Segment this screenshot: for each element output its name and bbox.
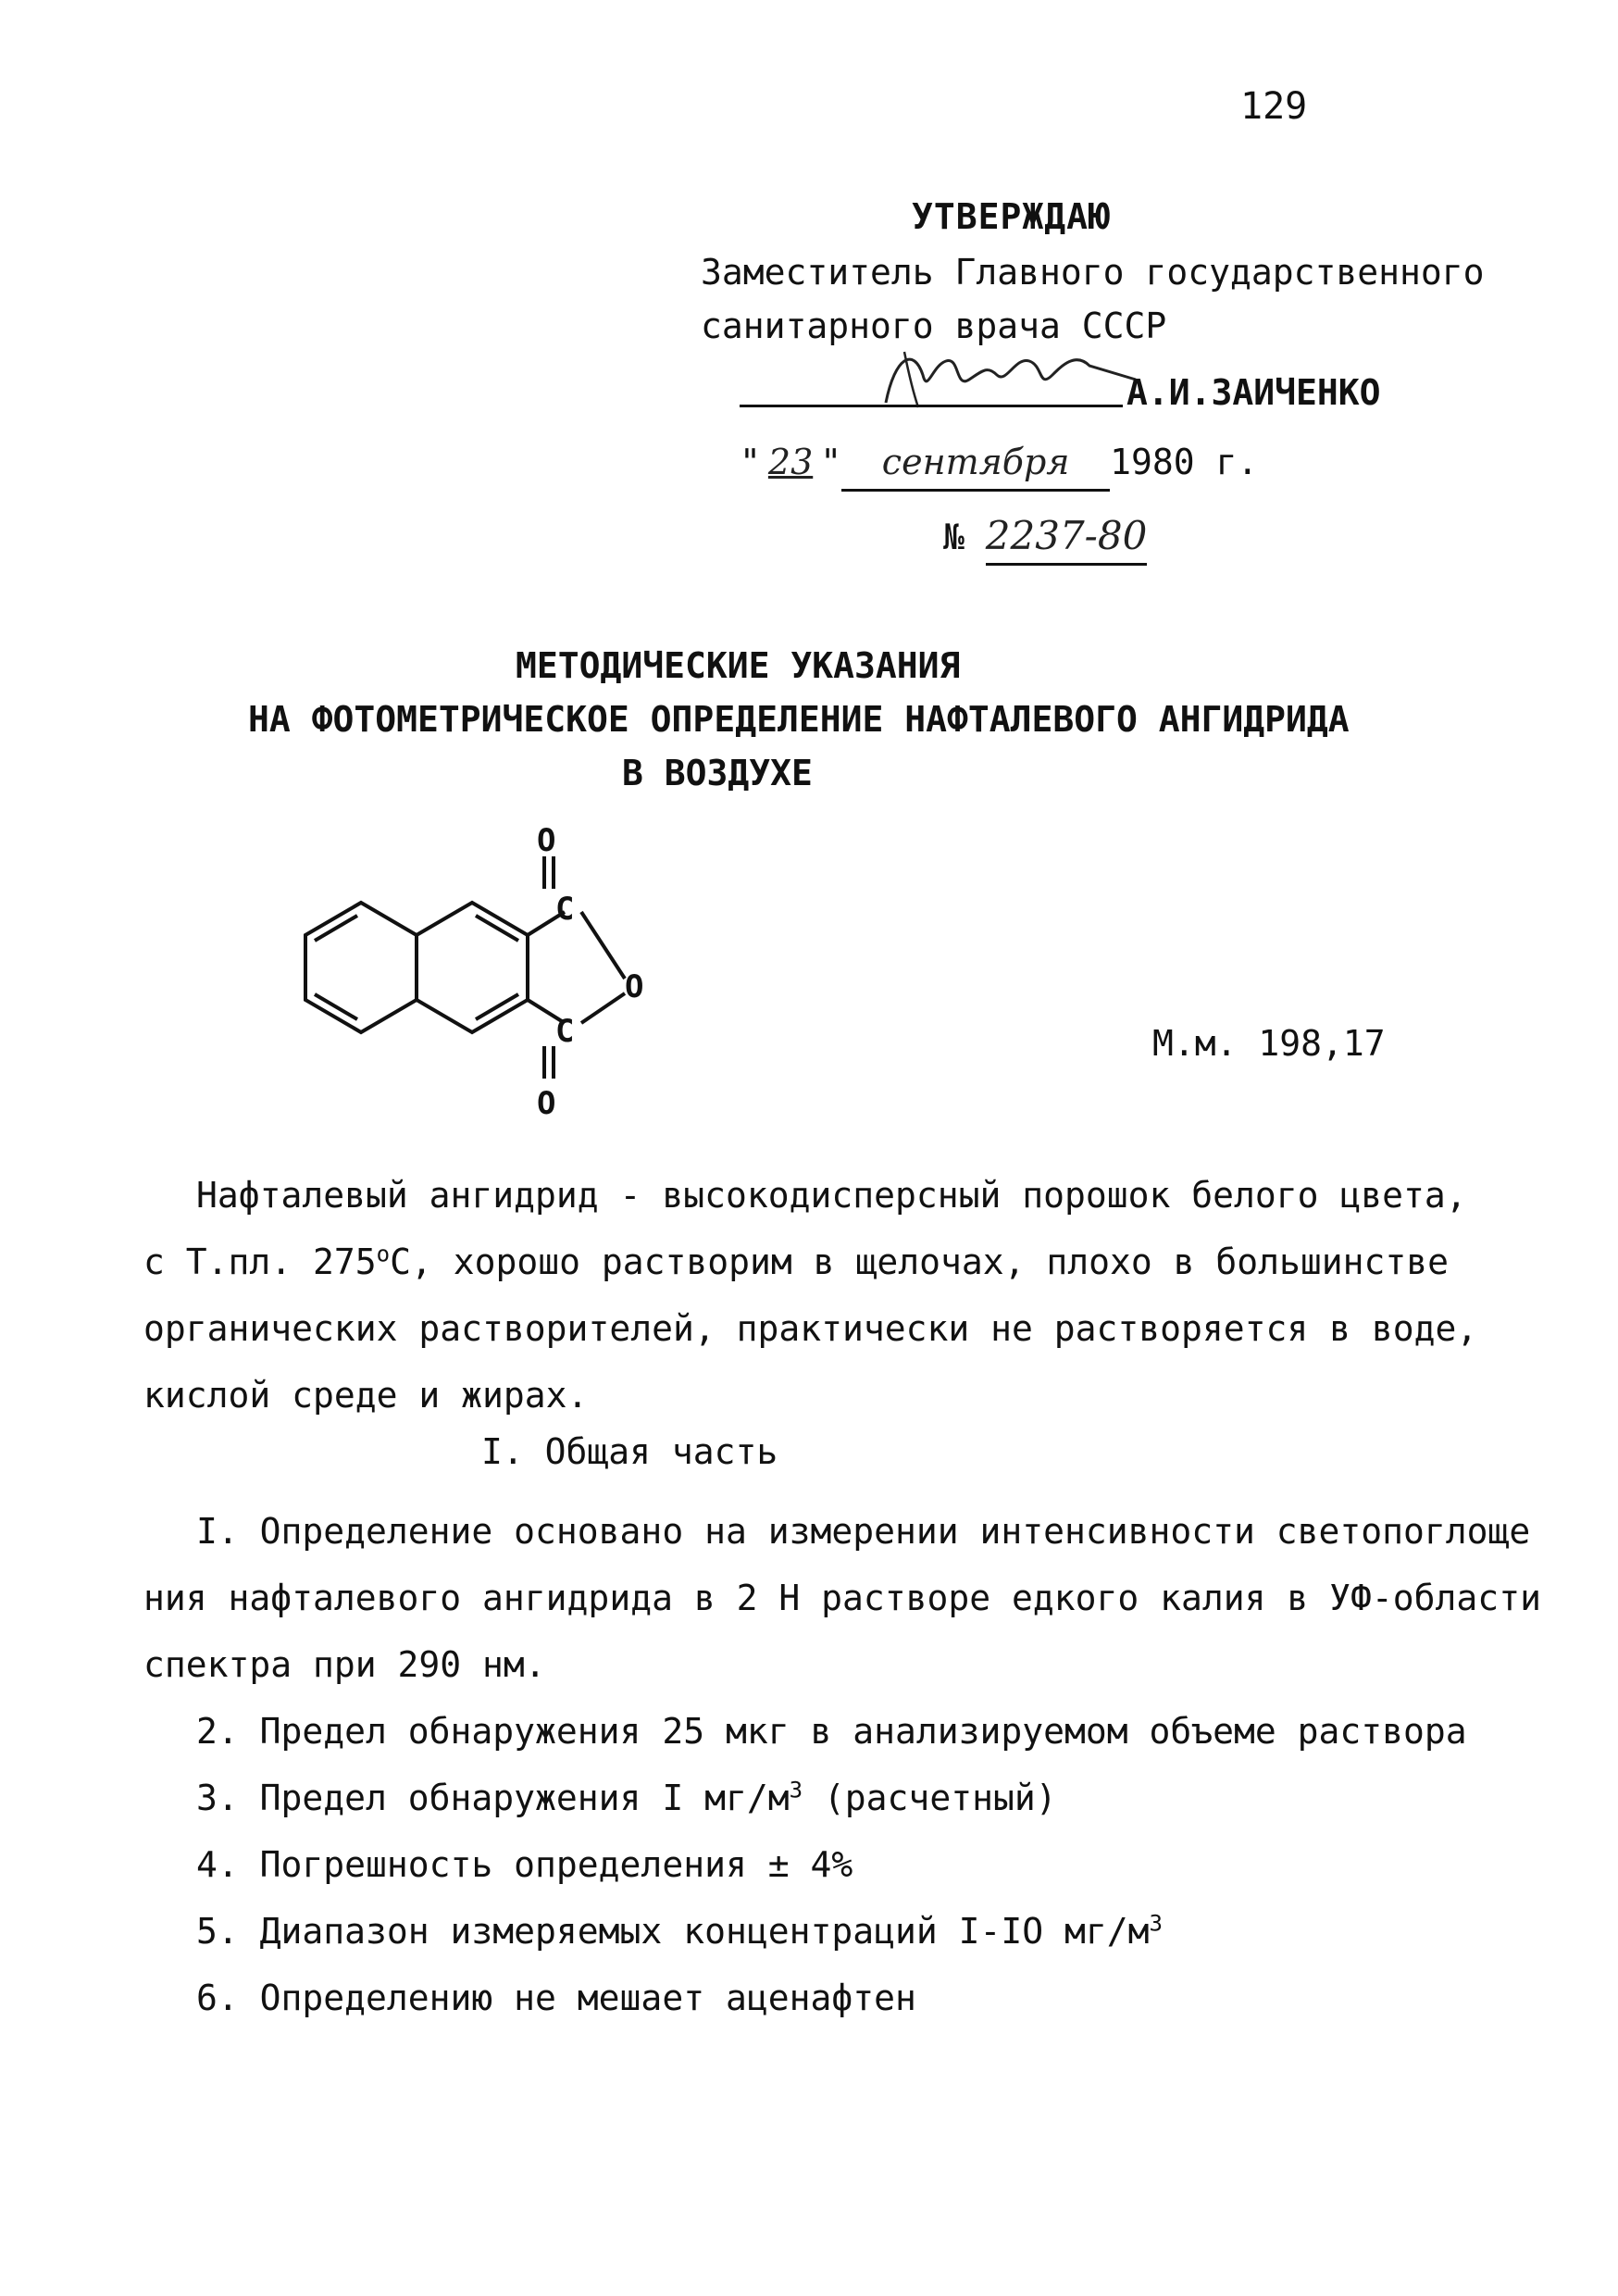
item4: 4. Погрешность определения ± 4% (196, 1844, 853, 1885)
approval-stamp-title: УТВЕРЖДАЮ (912, 196, 1111, 237)
chemical-structure-diagram (250, 819, 676, 1153)
description-line3: органических растворителей, практически не растворяется в воде, (143, 1308, 1478, 1349)
date-month: сентября (841, 435, 1110, 492)
title-line2: НА ФОТОМЕТРИЧЕСКОЕ ОПРЕДЕЛЕНИЕ НАФТАЛЕВОГО АНГИДРИДА (248, 699, 1350, 740)
date-quote-close: " (820, 442, 842, 482)
approval-position-line2: санитарного врача СССР (701, 306, 1167, 346)
description-line4: кислой среде и жирах. (143, 1375, 589, 1416)
atom-carbon-bottom: C (555, 1013, 575, 1050)
approval-position-line1: Заместитель Главного государственного (701, 252, 1485, 293)
number-label: № (943, 517, 965, 557)
description-line2 (143, 1229, 1504, 1295)
title-line3: В ВОЗДУХЕ (622, 753, 813, 793)
item3-suffix: (расчетный) (803, 1778, 1057, 1818)
atom-carbon-top: C (555, 891, 575, 928)
section-heading: I. Общая часть (481, 1431, 778, 1472)
degree-superscript: о (376, 1241, 391, 1267)
description-line2-start: с Т.пл. 275 (143, 1242, 377, 1282)
numbered-items (143, 1498, 1541, 2031)
signer-name: А.И.ЗАИЧЕНКО (1126, 372, 1381, 413)
number-value: 2237-80 (986, 509, 1148, 566)
item2: 2. Предел обнаружения 25 мкг в анализируемом объеме раствора (196, 1711, 1467, 1752)
atom-oxygen-bottom: O (537, 1085, 556, 1122)
date-quote-open: " (740, 442, 761, 482)
molecular-mass: М.м. 198,17 (1152, 1023, 1386, 1064)
item1-line1: I. Определение основано на измерении интенсивности светопоглоще (196, 1511, 1531, 1552)
item6: 6. Определению не мешает аценафтен (196, 1978, 916, 2018)
item3-text: 3. Предел обнаружения I мг/м (196, 1778, 790, 1818)
atom-oxygen-top: O (537, 822, 556, 859)
date-year: 1980 г. (1110, 442, 1259, 482)
page-number: 129 (1240, 85, 1308, 128)
item3-superscript: 3 (789, 1777, 803, 1803)
handwritten-signature-icon (867, 338, 1145, 412)
date-day: 23 (767, 442, 814, 482)
description-line1: Нафталевый ангидрид - высокодисперсный порошок белого цвета, (196, 1175, 1467, 1216)
item1-line3: спектра при 290 нм. (143, 1644, 546, 1685)
approval-number (943, 509, 1147, 566)
item5-superscript: 3 (1149, 1910, 1163, 1937)
approval-date (740, 435, 1258, 492)
signature-line (740, 405, 1123, 407)
item3 (143, 1765, 1504, 1831)
description-paragraph (143, 1162, 1504, 1429)
item1-line2: ния нафталевого ангидрида в 2 Н растворе едкого калия в УФ-области (143, 1578, 1541, 1618)
item5 (143, 1898, 1504, 1965)
description-line2-end: С, хорошо растворим в щелочах, плохо в большинстве (390, 1242, 1450, 1282)
atom-oxygen-ring: O (625, 968, 644, 1005)
title-line1: МЕТОДИЧЕСКИЕ УКАЗАНИЯ (516, 645, 961, 686)
item5-text: 5. Диапазон измеряемых концентраций I-IO мг/м (196, 1911, 1150, 1952)
